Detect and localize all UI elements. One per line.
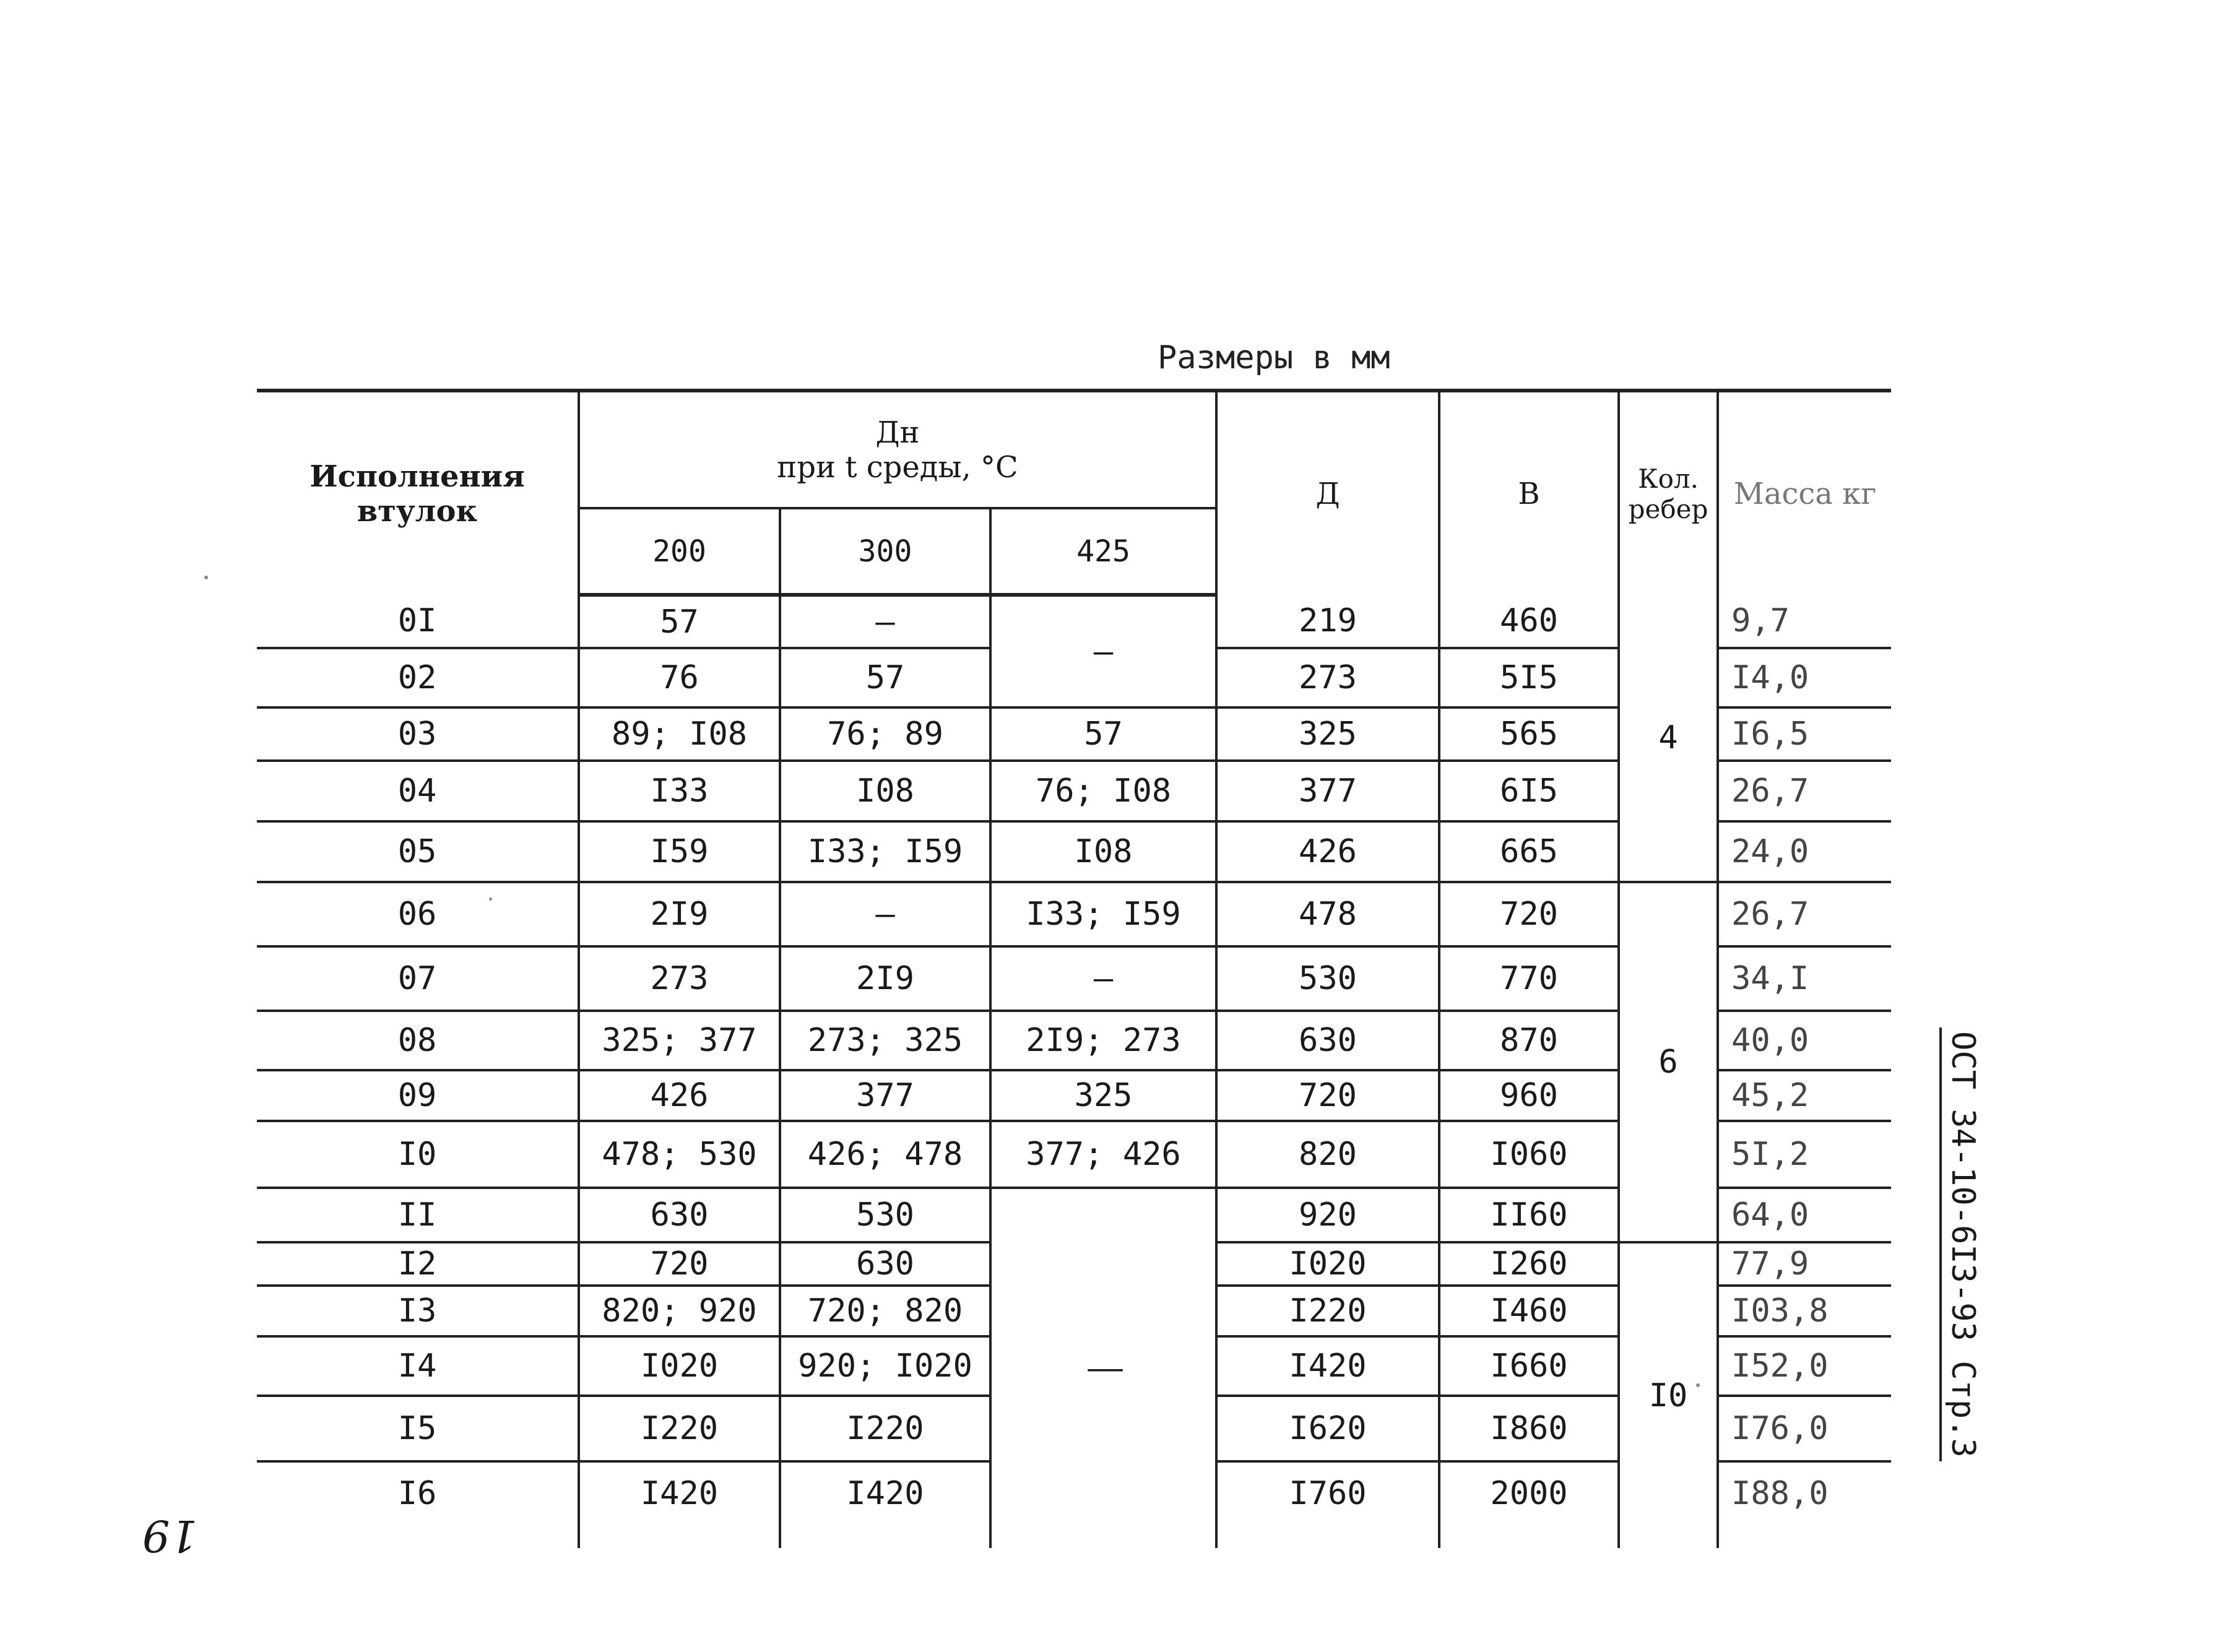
cell-dn300: 920; I020 xyxy=(780,1336,990,1396)
cell-mass: I03,8 xyxy=(1718,1286,1891,1336)
cell-B: 6I5 xyxy=(1439,761,1619,821)
dimensions-table xyxy=(257,389,1891,1548)
cell-D: I220 xyxy=(1216,1286,1439,1336)
cell-ispoln: 02 xyxy=(257,648,579,707)
cell-dn425: 325 xyxy=(990,1070,1216,1121)
cell-mass: 77,9 xyxy=(1718,1242,1891,1286)
cell-B: 960 xyxy=(1439,1070,1619,1121)
cell-ispoln: 0I xyxy=(257,595,579,648)
cell-D: 426 xyxy=(1216,821,1439,882)
cell-mass: 34,I xyxy=(1718,946,1891,1011)
cell-dn200: I420 xyxy=(579,1461,780,1548)
page-number: 19 xyxy=(142,1510,198,1561)
header-temp-425: 425 xyxy=(990,508,1216,595)
cell-dn200: 720 xyxy=(579,1242,780,1286)
cell-B: 870 xyxy=(1439,1011,1619,1070)
document-code: ОСТ 34-10-6I3-93 Стр.3 xyxy=(1939,1027,1984,1461)
cell-ispoln: I0 xyxy=(257,1121,579,1188)
scan-speck xyxy=(489,897,492,901)
cell-ispoln: 07 xyxy=(257,946,579,1011)
header-kol-reber: Кол. ребер xyxy=(1619,391,1718,595)
cell-mass: 5I,2 xyxy=(1718,1121,1891,1188)
cell-dn425-merged: – xyxy=(990,595,1216,707)
cell-mass: I76,0 xyxy=(1718,1396,1891,1461)
cell-dn300: 377 xyxy=(780,1070,990,1121)
cell-ispoln: 06 xyxy=(257,882,579,946)
cell-dn300: 273; 325 xyxy=(780,1011,990,1070)
cell-ispoln: 04 xyxy=(257,761,579,821)
cell-dn200: I33 xyxy=(579,761,780,821)
scan-speck xyxy=(204,576,208,579)
cell-mass: 40,0 xyxy=(1718,1011,1891,1070)
cell-dn200: 478; 530 xyxy=(579,1121,780,1188)
cell-D: 920 xyxy=(1216,1188,1439,1242)
table-row xyxy=(257,882,1891,946)
cell-dn300: I420 xyxy=(780,1461,990,1548)
cell-mass: I4,0 xyxy=(1718,648,1891,707)
cell-mass: I52,0 xyxy=(1718,1336,1891,1396)
cell-dn200: 630 xyxy=(579,1188,780,1242)
cell-dn200: 57 xyxy=(579,595,780,648)
scan-speck xyxy=(1696,1383,1700,1387)
cell-B: 2000 xyxy=(1439,1461,1619,1548)
cell-mass: 45,2 xyxy=(1718,1070,1891,1121)
cell-B: 665 xyxy=(1439,821,1619,882)
cell-dn200: I59 xyxy=(579,821,780,882)
cell-D: I620 xyxy=(1216,1396,1439,1461)
cell-B: I660 xyxy=(1439,1336,1619,1396)
cell-mass: 26,7 xyxy=(1718,882,1891,946)
cell-B: I260 xyxy=(1439,1242,1619,1286)
cell-D: 273 xyxy=(1216,648,1439,707)
cell-dn300: 57 xyxy=(780,648,990,707)
long-dash: —— xyxy=(1088,1350,1119,1387)
cell-dn200: I020 xyxy=(579,1336,780,1396)
cell-ispoln: I5 xyxy=(257,1396,579,1461)
sizes-caption: Размеры в мм xyxy=(1158,339,1390,376)
cell-mass: 64,0 xyxy=(1718,1188,1891,1242)
cell-B: 720 xyxy=(1439,882,1619,946)
header-dn-title: Дн xyxy=(875,415,920,450)
cell-D: 820 xyxy=(1216,1121,1439,1188)
cell-dn425: 2I9; 273 xyxy=(990,1011,1216,1070)
cell-D: 219 xyxy=(1216,595,1439,648)
cell-dn300: I220 xyxy=(780,1396,990,1461)
header-temp-200: 200 xyxy=(579,508,780,595)
cell-dn300: 426; 478 xyxy=(780,1121,990,1188)
cell-mass: 24,0 xyxy=(1718,821,1891,882)
header-B: В xyxy=(1439,391,1619,595)
cell-ispoln: 09 xyxy=(257,1070,579,1121)
header-massa: Масса кг xyxy=(1718,391,1891,595)
cell-D: I760 xyxy=(1216,1461,1439,1548)
cell-dn300: 530 xyxy=(780,1188,990,1242)
cell-B: 770 xyxy=(1439,946,1619,1011)
cell-kol-reber-10: I0 xyxy=(1619,1242,1718,1548)
cell-B: 5I5 xyxy=(1439,648,1619,707)
cell-D: 478 xyxy=(1216,882,1439,946)
cell-dn300: I08 xyxy=(780,761,990,821)
cell-ispoln: I6 xyxy=(257,1461,579,1548)
cell-dn300: 2I9 xyxy=(780,946,990,1011)
cell-ispoln: 08 xyxy=(257,1011,579,1070)
cell-dn200: 76 xyxy=(579,648,780,707)
header-ispolneniya: Исполнения втулок xyxy=(257,391,579,595)
table-row xyxy=(257,595,1891,648)
cell-mass: 9,7 xyxy=(1718,595,1891,648)
cell-dn300: 720; 820 xyxy=(780,1286,990,1336)
cell-dn425: 76; I08 xyxy=(990,761,1216,821)
header-dn xyxy=(579,391,1216,508)
cell-ispoln: 05 xyxy=(257,821,579,882)
cell-B: I460 xyxy=(1439,1286,1619,1336)
cell-ispoln: 03 xyxy=(257,707,579,761)
cell-kol-reber-6: 6 xyxy=(1619,882,1718,1242)
cell-dn425: I33; I59 xyxy=(990,882,1216,946)
cell-D: 720 xyxy=(1216,1070,1439,1121)
cell-dn200: 273 xyxy=(579,946,780,1011)
cell-D: I420 xyxy=(1216,1336,1439,1396)
header-dn-subtitle: при t среды, °C xyxy=(777,449,1018,485)
cell-B: 565 xyxy=(1439,707,1619,761)
cell-D: 325 xyxy=(1216,707,1439,761)
cell-dn200: 820; 920 xyxy=(579,1286,780,1336)
cell-ispoln: I3 xyxy=(257,1286,579,1336)
cell-D: I020 xyxy=(1216,1242,1439,1286)
cell-dn200: 325; 377 xyxy=(579,1011,780,1070)
cell-ispoln: II xyxy=(257,1188,579,1242)
cell-dn425: – xyxy=(990,946,1216,1011)
cell-ispoln: I4 xyxy=(257,1336,579,1396)
cell-B: I860 xyxy=(1439,1396,1619,1461)
cell-dn300: 76; 89 xyxy=(780,707,990,761)
cell-mass: 26,7 xyxy=(1718,761,1891,821)
cell-dn425: 57 xyxy=(990,707,1216,761)
header-temp-300: 300 xyxy=(780,508,990,595)
cell-B: II60 xyxy=(1439,1188,1619,1242)
cell-ispoln: I2 xyxy=(257,1242,579,1286)
cell-mass: I88,0 xyxy=(1718,1461,1891,1548)
cell-D: 377 xyxy=(1216,761,1439,821)
cell-dn425: I08 xyxy=(990,821,1216,882)
cell-dn425: 377; 426 xyxy=(990,1121,1216,1188)
header-D: Д xyxy=(1216,391,1439,595)
cell-D: 630 xyxy=(1216,1011,1439,1070)
cell-dn200: 89; I08 xyxy=(579,707,780,761)
cell-B: 460 xyxy=(1439,595,1619,648)
cell-dn300: I33; I59 xyxy=(780,821,990,882)
cell-mass: I6,5 xyxy=(1718,707,1891,761)
cell-dn200: 426 xyxy=(579,1070,780,1121)
cell-dn200: I220 xyxy=(579,1396,780,1461)
cell-dn300: 630 xyxy=(780,1242,990,1286)
cell-dn425-dash-merged xyxy=(990,1188,1216,1548)
cell-dn200: 2I9 xyxy=(579,882,780,946)
cell-D: 530 xyxy=(1216,946,1439,1011)
cell-B: I060 xyxy=(1439,1121,1619,1188)
cell-dn300: – xyxy=(780,595,990,648)
cell-dn300: – xyxy=(780,882,990,946)
cell-kol-reber-4: 4 xyxy=(1619,595,1718,882)
